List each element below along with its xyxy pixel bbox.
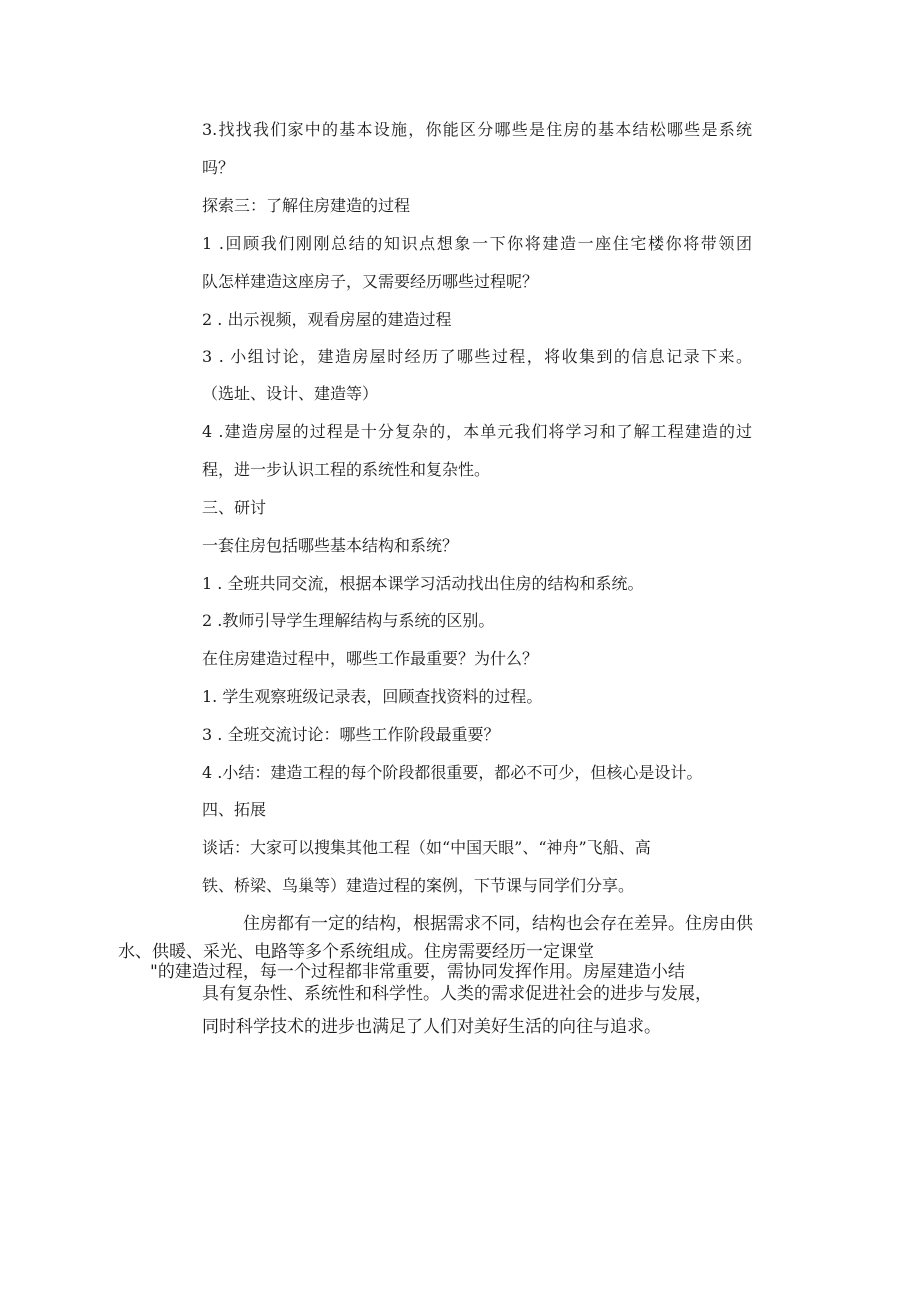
paragraph-line: 1 .回顾我们刚刚总结的知识点想象一下你将建造一座住宅楼你将带领团 bbox=[202, 234, 752, 253]
paragraph-line: 在住房建造过程中，哪些工作最重要？为什么？ bbox=[202, 649, 539, 668]
paragraph-line: 3 . 全班交流讨论：哪些工作阶段最重要？ bbox=[202, 725, 500, 744]
section-heading: 探索三：了解住房建造的过程 bbox=[202, 196, 411, 215]
paragraph-line: 1 . 全班共同交流，根据本课学习活动找出住房的结构和系统。 bbox=[202, 574, 644, 593]
paragraph-line: 2 . 出示视频，观看房屋的建造过程 bbox=[202, 310, 452, 329]
paragraph-line: 谈话：大家可以搜集其他工程（如“中国天眼”、“神舟”飞船、高 bbox=[202, 838, 651, 857]
paragraph-line: 1. 学生观察班级记录表，回顾查找资料的过程。 bbox=[202, 687, 543, 706]
paragraph-line: 队怎样建造这座房子，又需要经历哪些过程呢？ bbox=[202, 272, 539, 291]
paragraph-line: 2 .教师引导学生理解结构与系统的区别。 bbox=[202, 611, 495, 630]
section-heading: 四、拓展 bbox=[202, 800, 267, 819]
paragraph-line: （选址、设计、建造等） bbox=[202, 384, 379, 403]
summary-line: 水、供暖、采光、电路等多个系统组成。住房需要经历一定课堂 bbox=[118, 942, 594, 962]
summary-line: 住房都有一定的结构，根据需求不同，结构也会存在差异。住房由供 bbox=[243, 914, 753, 934]
paragraph-line: 吗？ bbox=[202, 158, 235, 177]
paragraph-line: 3.找找我们家中的基本设施，你能区分哪些是住房的基本结松哪些是系统 bbox=[202, 120, 752, 139]
summary-line: "的建造过程，每一个过程都非常重要，需协同发挥作用。房屋建造小结 bbox=[150, 962, 685, 982]
paragraph-line: 3 . 小组讨论，建造房屋时经历了哪些过程，将收集到的信息记录下来。 bbox=[202, 347, 752, 366]
section-heading: 三、研讨 bbox=[202, 498, 267, 517]
paragraph-line: 4 .小结：建造工程的每个阶段都很重要，都必不可少，但核心是设计。 bbox=[202, 763, 703, 782]
paragraph-line: 一套住房包括哪些基本结构和系统？ bbox=[202, 536, 459, 555]
summary-line: 同时科学技术的进步也满足了人们对美好生活的向往与追求。 bbox=[202, 1017, 661, 1037]
paragraph-line: 程，进一步认识工程的系统性和复杂性。 bbox=[202, 460, 491, 479]
paragraph-line: 4 .建造房屋的过程是十分复杂的，本单元我们将学习和了解工程建造的过 bbox=[202, 422, 752, 441]
paragraph-line: 铁、桥梁、鸟巢等）建造过程的案例，下节课与同学们分享。 bbox=[202, 876, 635, 895]
summary-line: 具有复杂性、系统性和科学性。人类的需求促进社会的进步与发展， bbox=[202, 984, 712, 1004]
